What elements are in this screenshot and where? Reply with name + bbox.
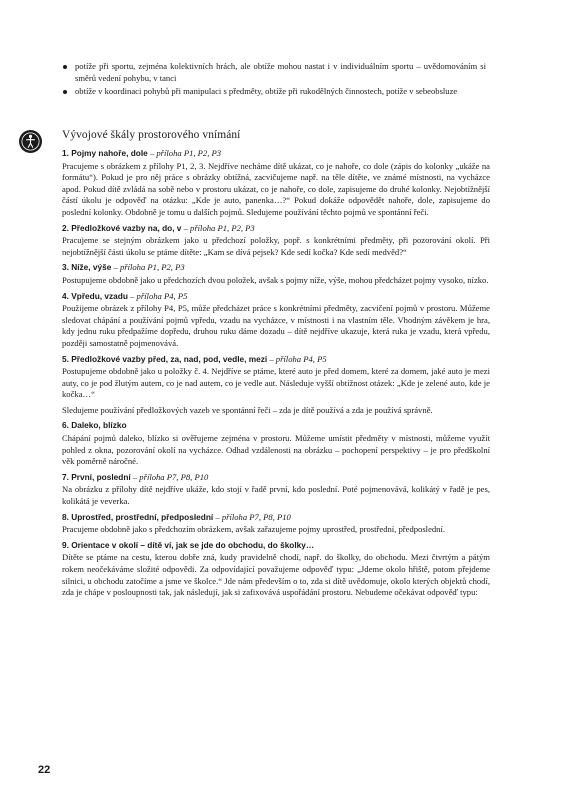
item-ref: – příloha P1, P2, P3 bbox=[147, 148, 222, 158]
bullet-item: obtíže v koordinaci pohybů při manipulaci s předměty, obtíže při rukodělných činnostech, potíže v sebeobsluze bbox=[62, 86, 486, 98]
item-heading-text: 9. Orientace v okolí – dítě ví, jak se jde do obchodu, do školky… bbox=[62, 539, 315, 550]
item-heading bbox=[62, 472, 490, 484]
item-ref: – příloha P1, P2, P3 bbox=[181, 222, 255, 233]
item-heading bbox=[62, 223, 490, 235]
item-heading bbox=[62, 512, 490, 524]
item-heading bbox=[62, 148, 490, 160]
item-paragraph: Chápání pojmů daleko, blízko si ověřujeme zejména v prostoru. Můžeme umístit předměty v místnosti, můžeme využít pohled z okna, pozorování okolí na vycházce. Odhad vzdálenosti na obrázku – pochopení perspektivy – je pro předškolní věk poměrně náročné. bbox=[62, 433, 490, 467]
item-paragraph: Sledujeme používání předložkových vazeb ve spontánní řeči – zda je dítě používá a zda je používá správně. bbox=[62, 404, 433, 415]
scale-item-6 bbox=[62, 420, 490, 467]
item-paragraph: Pracujeme s obrázkem z přílohy P1, 2, 3. Nejdříve necháme dítě ukázat, co je nahoře, co dole (zápis do kolonky „ukáže na formátu“). Pokud je pro něj práce s obrázky obtížná, zacvičujeme např. na těle dítěte, ve známé místnosti, na vycházce apod. Pokud dítě zvládá na sobě nebo v prostoru ukázat, co je nahoře, co dole, zapisujeme do druhé kolonky. Nejobtížnější částí úkolu je odpověď na otázku: „Kde je auto, panenka…?“ Pokud dokáže odpovědět nahoře, dole, zapisujeme do poslední kolonky. Obdobně je tomu u dalších pojmů. Sledujeme používání těchto pojmů ve spontánní řeči. bbox=[62, 160, 490, 217]
item-ref: – příloha P7, P8, P10 bbox=[213, 511, 291, 522]
item-heading bbox=[62, 420, 490, 432]
item-ref: – příloha P4, P5 bbox=[127, 290, 188, 301]
item-heading bbox=[62, 291, 490, 303]
scale-item-5 bbox=[62, 354, 490, 417]
item-paragraph: Pracujeme se stejným obrázkem jako u předchozí položky, popř. s konkrétními předměty, při pozorování okolí. Při nejobtížnější části úkolu se ptáme dítěte: „Kam se dívá pejsek? Kde sedí kočka? Kde sedí medvěd?“ bbox=[62, 235, 490, 257]
item-paragraph: Postupujeme obdobně jako u předchozích dvou položek, avšak s pojmy níže, výše, mohou předcházet pojmy vysoko, nízko. bbox=[62, 274, 489, 285]
item-heading bbox=[62, 354, 490, 366]
item-heading bbox=[62, 540, 490, 552]
item-paragraph: Pracujeme obdobně jako s předchozím obrázkem, avšak zařazujeme pojmy uprostřed, prostřední, předposlední. bbox=[62, 524, 446, 535]
scale-item-1 bbox=[62, 148, 490, 219]
item-heading-text: 7. První, poslední bbox=[62, 471, 131, 482]
scale-item-2 bbox=[62, 223, 490, 259]
bullet-item: potíže při sportu, zejména kolektivních hrách, ale obtíže mohou nastat i v individuálním sportu – uvědomováním si směrů vedení pohybu, v tanci bbox=[62, 61, 486, 84]
item-paragraph: Použijeme obrázek z přílohy P4, P5, může předcházet práce s konkrétními předměty, zacvičení pojmů v prostoru. Můžeme sledovat chápání a používání pojmů vpředu, vzadu na vycházce, v místnosti i na vlastním těle. Vhodným závěkem je hra, kdy jednu ruku předpažíme dopředu, druhou ruku dáme dozadu – dítě nejdříve ukazuje, která ruka je vzadu, která vpředu, později samostatně pojmenovává. bbox=[62, 303, 490, 348]
item-ref: – příloha P4, P5 bbox=[267, 353, 327, 364]
item-heading-text: 4. Vpředu, vzadu bbox=[62, 290, 128, 301]
item-heading-text: 6. Daleko, blízko bbox=[62, 420, 127, 431]
scale-item-9 bbox=[62, 540, 490, 599]
scale-item-7 bbox=[62, 472, 490, 508]
item-heading-text: 8. Uprostřed, prostřední, předposlední bbox=[62, 511, 214, 522]
item-heading bbox=[62, 262, 490, 274]
scale-item-4 bbox=[62, 291, 490, 350]
scale-item-3 bbox=[62, 262, 490, 286]
item-heading-text: 5. Předložkové vazby před, za, nad, pod, vedle, mezi bbox=[62, 353, 268, 364]
item-ref: – příloha P1, P2, P3 bbox=[111, 262, 185, 273]
item-paragraph: Postupujeme obdobně jako u položky č. 4. Nejdříve se ptáme, které auto je před domem, které za domem, jaké auto je mezi auty, co je pod žlutým autem, co je nad autem, co je vedle aut. Následuje vyšší obtížnost otázek: „Kde je zelené auto, kde je kočka…“ bbox=[62, 366, 490, 400]
item-heading-text: 2. Předložkové vazby na, do, v bbox=[62, 222, 182, 233]
item-paragraph: Dítěte se ptáme na cestu, kterou dobře zná, kudy pravidelně chodí, např. do školky, do obchodu. Mezi čtvrtým a pátým rokem neočekáváme složité odpovědi. Za odpovídající považujeme odpověď typu: „Jdeme okolo hřiště, potom přejdeme silnici, u obchodu zatočíme a jsme ve školce.“ Jde nám především o to, zda si dítě uvědomuje, okolo kterých objektů chodí, zda je chápe v posloupnosti tak, jak následují, jak si zafixovává uspořádání prostoru. Nebudeme očekávat odpověď typu: bbox=[62, 552, 490, 598]
item-heading-text: 1. Pojmy nahoře, dole bbox=[62, 148, 148, 158]
scale-item-8 bbox=[62, 512, 490, 536]
bullet-list bbox=[62, 61, 486, 100]
main-content bbox=[62, 128, 490, 603]
item-paragraph: Na obrázku z přílohy dítě nejdříve ukáže, kdo stojí v řadě první, kdo poslední. Poté pojmenovává, kolikátý v řadě je pes, kolikátá je veverka. bbox=[62, 484, 490, 507]
person-in-circle-icon bbox=[19, 130, 42, 153]
item-heading-text: 3. Níže, výše bbox=[62, 262, 112, 273]
item-ref: – příloha P7, P8, P10 bbox=[130, 471, 209, 482]
section-title: Vývojové škály prostorového vnímání bbox=[62, 129, 241, 141]
page-number: 22 bbox=[38, 764, 51, 776]
